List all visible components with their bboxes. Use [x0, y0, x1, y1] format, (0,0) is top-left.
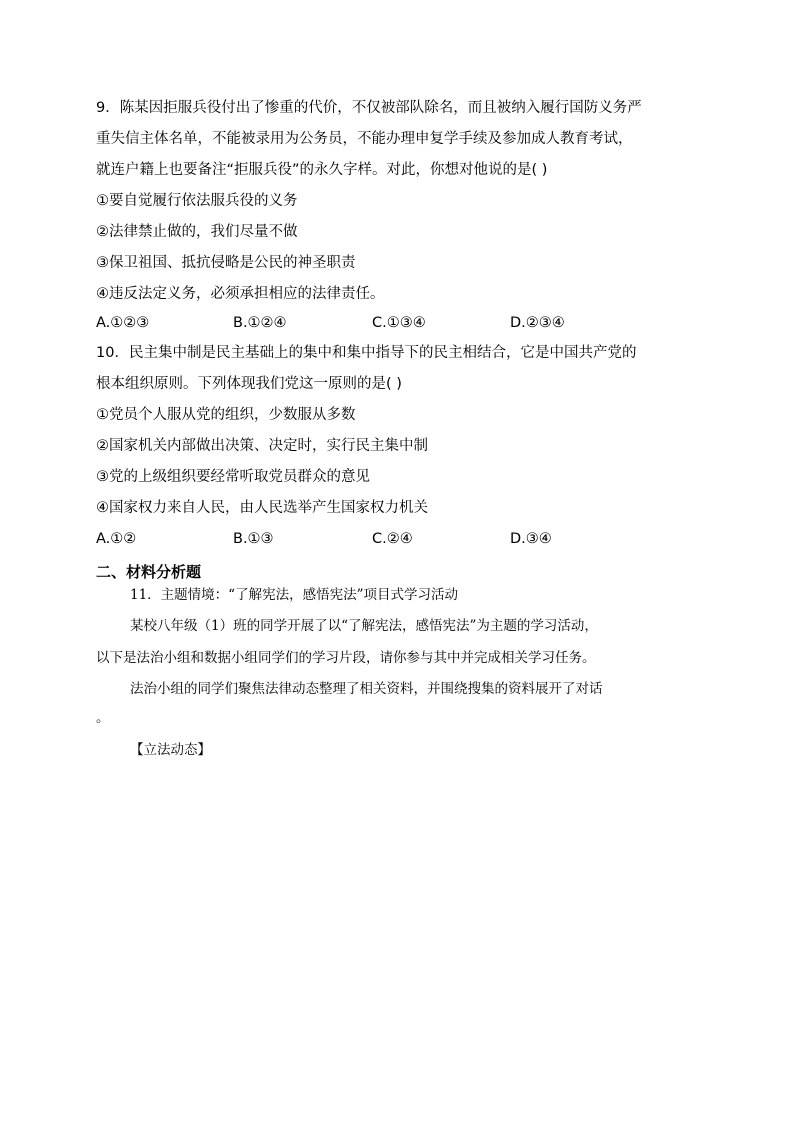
q9-stem-line-2: 重失信主体名单，不能被录用为公务员，不能办理申复学手续及参加成人教育考试，	[96, 131, 633, 147]
section-title: 二、材料分析题	[96, 563, 202, 581]
q9-options	[96, 313, 696, 333]
q10-option-d: D.③④	[510, 531, 552, 547]
q9-stem-line-3: 就连户籍上也要备注“拒服兵役”的永久字样。对此，你想对他说的是( )	[96, 162, 548, 178]
q10-item-1: ①党员个人服从党的组织，少数服从多数	[96, 407, 356, 423]
q11-para2-line-1: 法治小组的同学们聚焦法律动态整理了相关资料，并围绕搜集的资料展开了对话	[130, 681, 603, 697]
q10-options	[96, 529, 696, 549]
q11-para1-line-2: 以下是法治小组和数据小组同学们的学习片段，请你参与其中并完成相关学习任务。	[96, 650, 596, 666]
q9-item-4: ④违反法定义务，必须承担相应的法律责任。	[96, 286, 385, 302]
q9-item-2: ②法律禁止做的，我们尽量不做	[96, 224, 298, 240]
q10-option-b: B.①③	[233, 531, 274, 547]
q11-para1-line-1: 某校八年级（1）班的同学开展了以“了解宪法，感悟宪法”为主题的学习活动，	[130, 618, 598, 634]
q11-para2-line-2: 。	[96, 710, 110, 726]
q10-stem-line-2: 根本组织原则。下列体现我们党这一原则的是( )	[96, 376, 402, 392]
q9-option-a: A.①②③	[96, 315, 150, 331]
q9-item-3: ③保卫祖国、抵抗侵略是公民的神圣职责	[96, 255, 356, 271]
q11-title: 11．主题情境：“了解宪法，感悟宪法”项目式学习活动	[130, 587, 458, 603]
q10-item-2: ②国家机关内部做出决策、决定时，实行民主集中制	[96, 438, 428, 454]
q10-option-a: A.①②	[96, 531, 137, 547]
q10-stem-line-1: 10．民主集中制是民主基础上的集中和集中指导下的民主相结合，它是中国共产党的	[96, 345, 637, 361]
q9-item-1: ①要自觉履行依法服兵役的义务	[96, 193, 298, 209]
q9-option-c: C.①③④	[372, 315, 426, 331]
q10-item-3: ③党的上级组织要经常听取党员群众的意见	[96, 469, 370, 485]
q10-item-4: ④国家权力来自人民，由人民选举产生国家权力机关	[96, 500, 428, 516]
q10-option-c: C.②④	[372, 531, 413, 547]
legislation-subheading: 【立法动态】	[130, 742, 211, 758]
q9-option-b: B.①②④	[233, 315, 287, 331]
q9-option-d: D.②③④	[510, 315, 565, 331]
q9-stem-line-1: 9．陈某因拒服兵役付出了惨重的代价，不仅被部队除名，而且被纳入履行国防义务严	[96, 100, 642, 116]
